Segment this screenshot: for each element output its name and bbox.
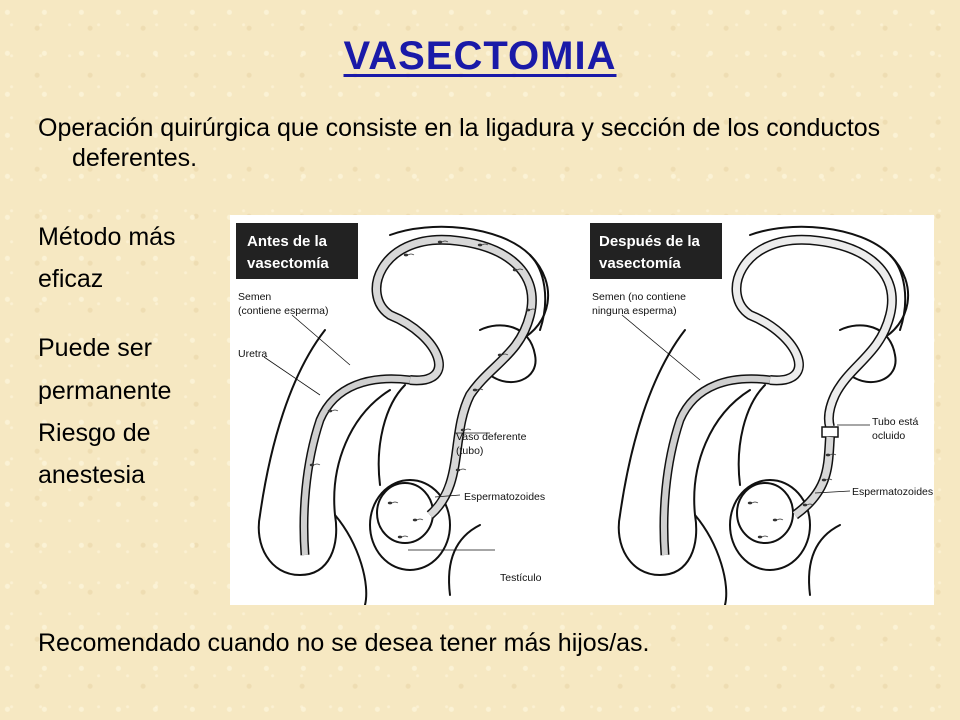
before-title-line-1: Antes de la — [247, 233, 328, 250]
label-testiculo: Testículo — [500, 572, 542, 584]
after-occlusion — [822, 427, 838, 437]
label-uretra: Uretra — [238, 348, 268, 360]
side-point-3: Puede ser — [38, 334, 152, 362]
label-semen: Semen — [238, 291, 272, 303]
after-panel — [590, 223, 933, 605]
before-urethra — [304, 379, 410, 555]
label-espermatozoides-after: Espermatozoides — [852, 486, 934, 498]
side-point-5: Riesgo de — [38, 419, 151, 447]
side-point-4: permanente — [38, 377, 172, 405]
side-point-6: anestesia — [38, 461, 146, 489]
after-vas-deferens-upper — [737, 240, 892, 427]
after-title-line-1: Después de la — [599, 233, 700, 250]
label-semen-after: Semen (no contiene — [592, 291, 686, 303]
side-point-1: Método más — [38, 223, 176, 251]
label-tubo-ocluido-detail: ocluido — [872, 430, 906, 442]
before-panel — [236, 223, 548, 605]
label-semen-detail: (contiene esperma) — [238, 305, 329, 317]
label-vaso-tubo: (tubo) — [456, 445, 484, 457]
label-semen-after-detail: ninguna esperma) — [592, 305, 677, 317]
intro-text: Operación quirúrgica que consiste en la ligadura y sección de los conductos deferentes. — [38, 114, 881, 172]
label-espermatozoides-before: Espermatozoides — [464, 491, 546, 503]
page-title: VASECTOMIA — [343, 34, 617, 78]
vasectomy-diagram — [230, 215, 934, 605]
label-vaso-deferente: Vaso deferente — [456, 431, 527, 443]
before-title-line-2: vasectomía — [247, 255, 329, 272]
label-tubo-ocluido: Tubo está — [872, 416, 919, 428]
side-point-2: eficaz — [38, 265, 104, 293]
after-urethra — [664, 379, 770, 555]
after-title-line-2: vasectomía — [599, 255, 681, 272]
closing-text: Recomendado cuando no se desea tener más hijos/as. — [38, 629, 650, 657]
